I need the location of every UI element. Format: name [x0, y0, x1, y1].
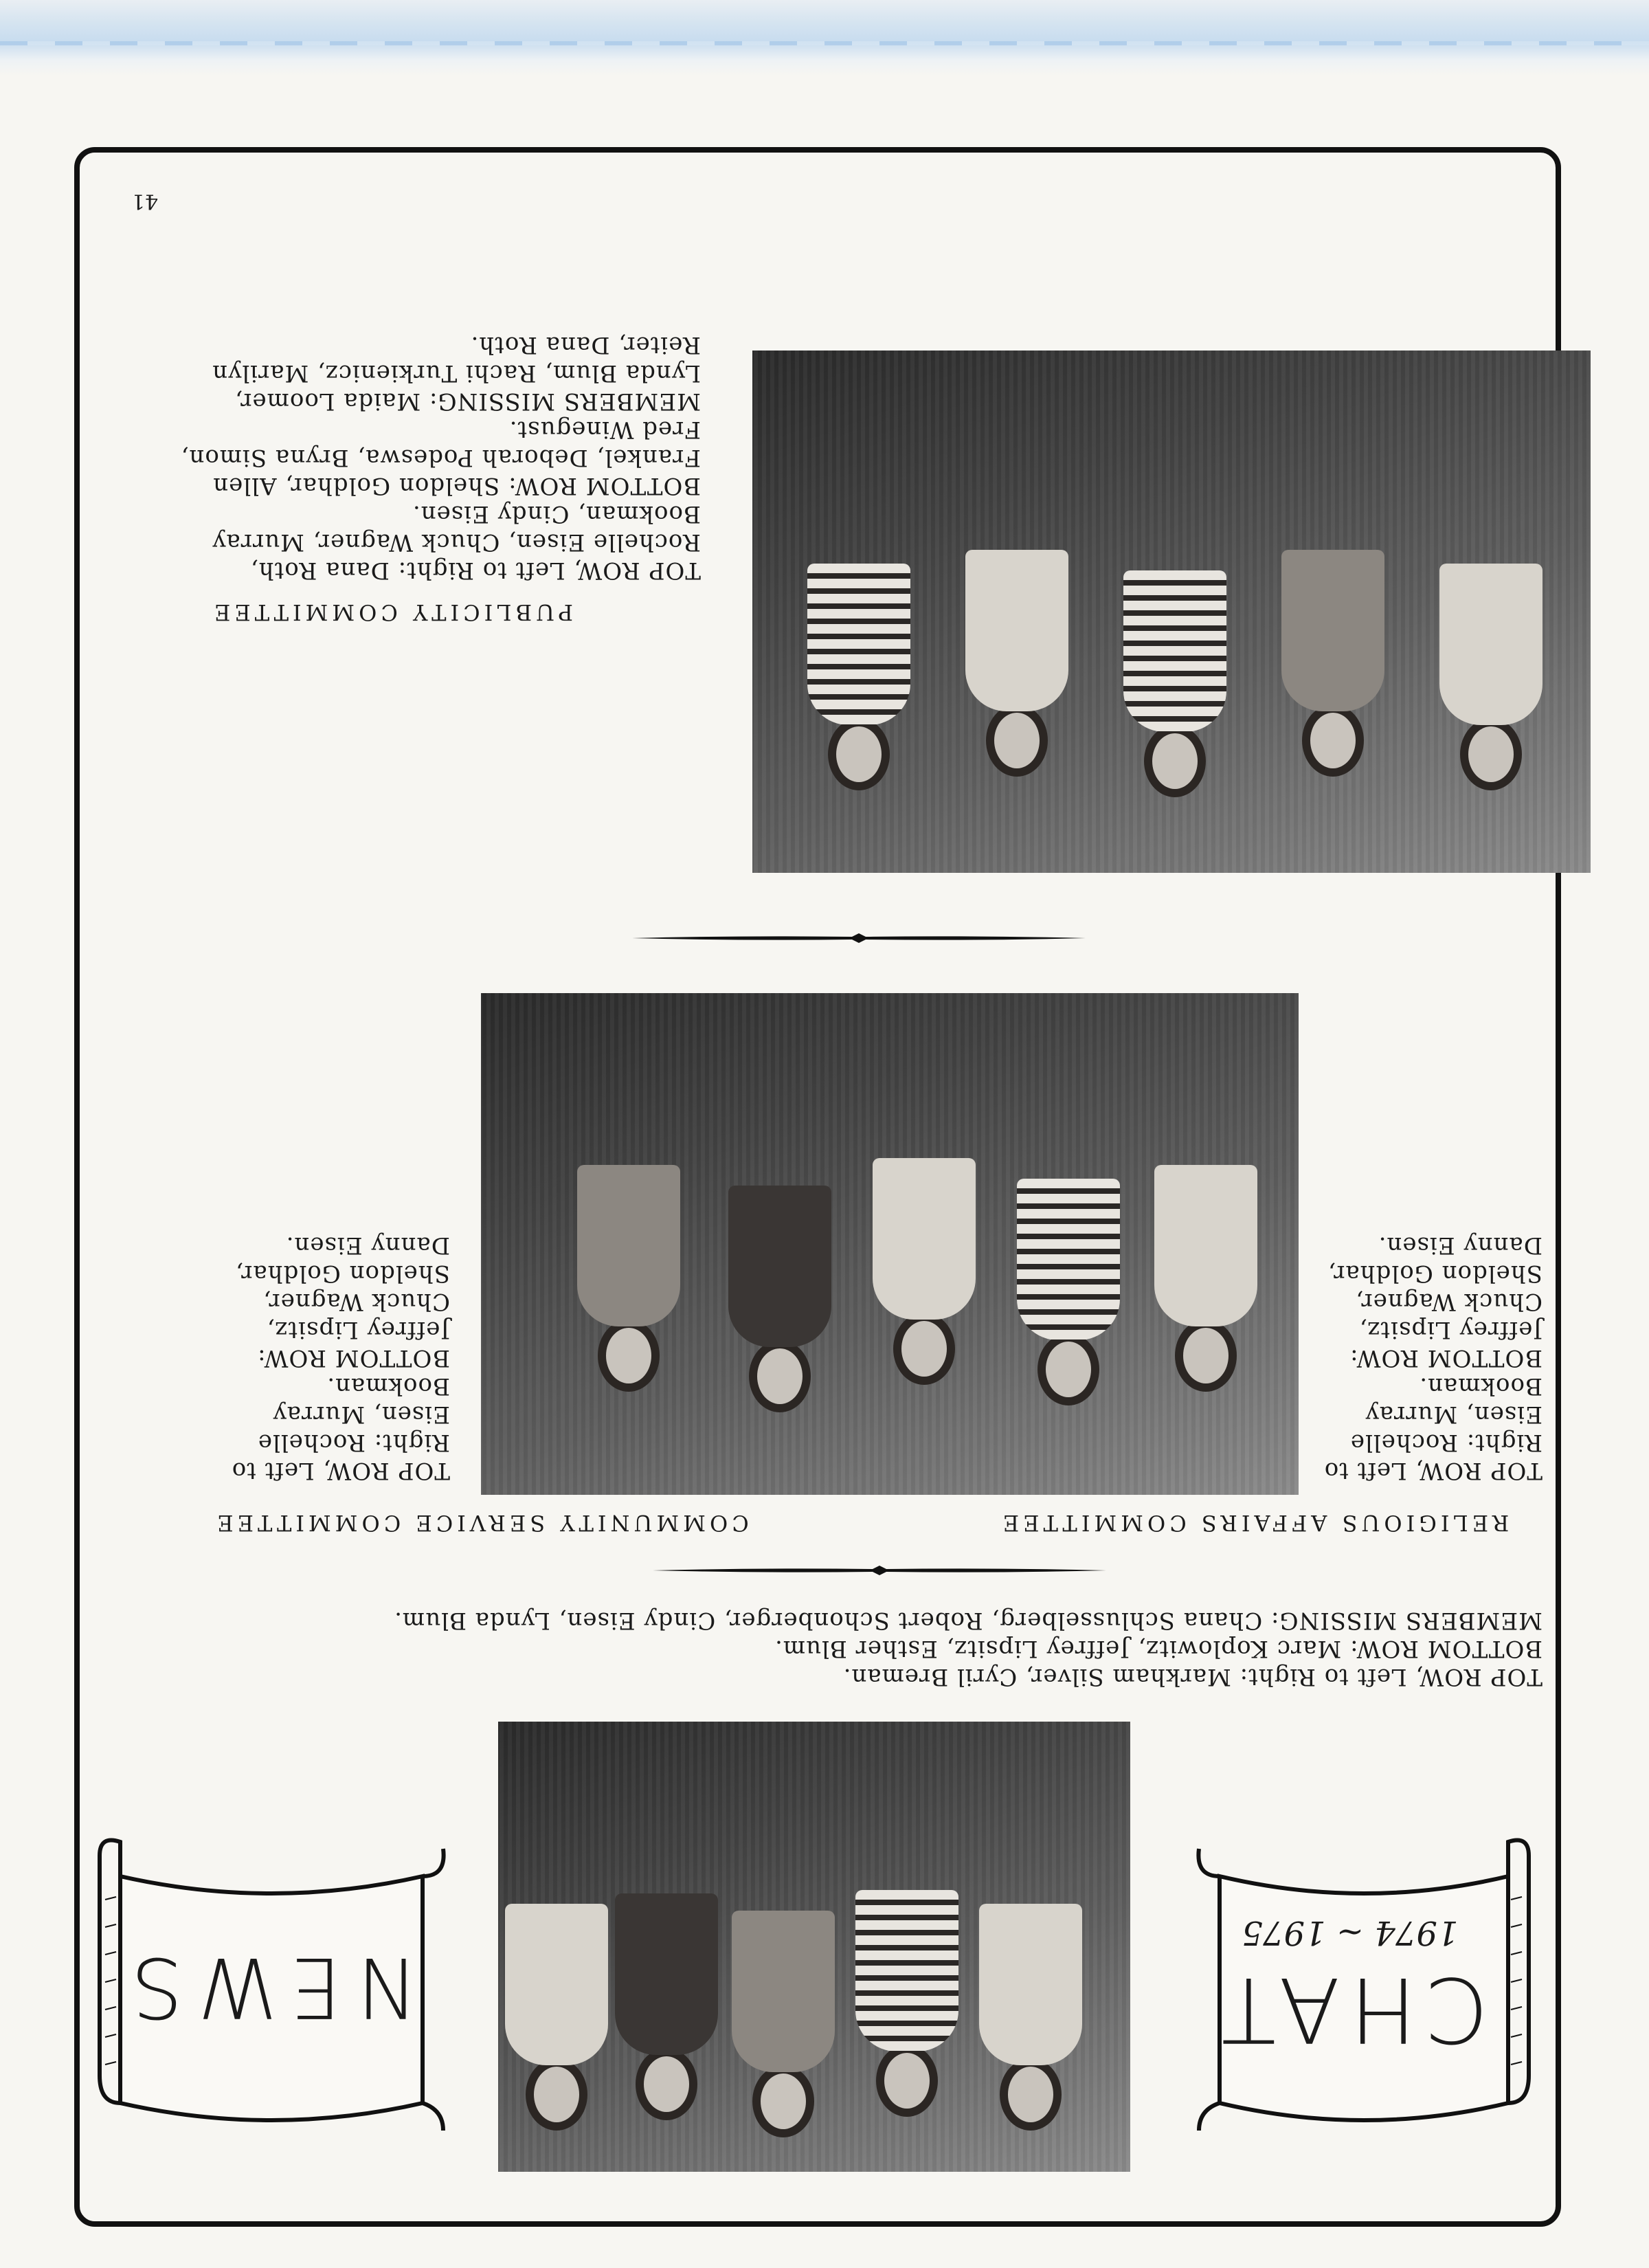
- community-service-heading: COMMUNITY SERVICE COMMITTEE: [213, 1510, 749, 1536]
- religious-affairs-heading: RELIGIOUS AFFAIRS COMMITTEE: [998, 1510, 1510, 1536]
- person-figure: [728, 1186, 831, 1412]
- chat-news-photo: [498, 1722, 1130, 2172]
- community-service-caption: TOP ROW, Left to Right: Rochelle Eisen, Murray Bookman. BOTTOM ROW: Jeffrey Lipsitz, Chuck Wagner, Sheldon Goldhar, Danny Eisen.: [231, 1232, 450, 1485]
- person-figure: [979, 1904, 1082, 2131]
- person-figure: [1439, 564, 1543, 790]
- person-figure: [732, 1911, 835, 2137]
- person-figure: [807, 564, 910, 790]
- ornamental-divider: [632, 928, 1086, 948]
- chat-banner-word: CHAT: [1211, 1957, 1489, 2062]
- person-figure: [855, 1890, 958, 2117]
- person-figure: [577, 1165, 680, 1392]
- scan-edge-line: [0, 41, 1649, 45]
- committees-photo: [481, 993, 1299, 1495]
- person-figure: [873, 1158, 976, 1385]
- ornamental-divider: [653, 1560, 1106, 1581]
- chat-banner-year: 1974 ~ 1975: [1242, 1913, 1459, 1952]
- person-figure: [505, 1904, 608, 2131]
- person-figure: [1281, 550, 1384, 777]
- page-number: 41: [131, 189, 158, 213]
- chat-news-caption: TOP ROW, Left to Right: Markham Silver, Cyril Breman. BOTTOM ROW: Marc Koplowitz, Jeffrey Lipsitz, Esther Blum. MEMBERS MISSING: Chana Schlusselberg, Robert Schonberger, Cindy Eisen, Lynda Blum.: [394, 1607, 1543, 1691]
- publicity-caption: TOP ROW, Left to Right: Dana Roth, Rochelle Eisen, Chuck Wagner, Murray Bookman, Cindy Eisen. BOTTOM ROW: Sheldon Goldhar, Allen Frankel, Deborah Podeswa, Bryna Simon, Fred Winegust. MEMBERS MISSING: Maida Loomer, Lynda Blum, Rachi Turkienicz, Marilyn Reiter, Dana Roth.: [180, 331, 701, 584]
- scan-edge-stripe: [0, 0, 1649, 76]
- person-figure: [1123, 570, 1226, 797]
- news-banner-word: NEWS: [118, 1939, 416, 2034]
- person-figure: [615, 1893, 718, 2120]
- yearbook-page: [0, 76, 1649, 2268]
- publicity-heading: PUBLICITY COMMITTEE: [210, 599, 573, 625]
- religious-affairs-caption: TOP ROW, Left to Right: Rochelle Eisen, Murray Bookman. BOTTOM ROW: Jeffrey Lipsitz, Chuck Wagner, Sheldon Goldhar, Danny Eisen.: [1323, 1232, 1543, 1485]
- person-figure: [965, 550, 1068, 777]
- upside-down-page-content: [0, 76, 1649, 2268]
- person-figure: [1154, 1165, 1257, 1392]
- publicity-photo: [752, 351, 1591, 873]
- person-figure: [1017, 1179, 1120, 1405]
